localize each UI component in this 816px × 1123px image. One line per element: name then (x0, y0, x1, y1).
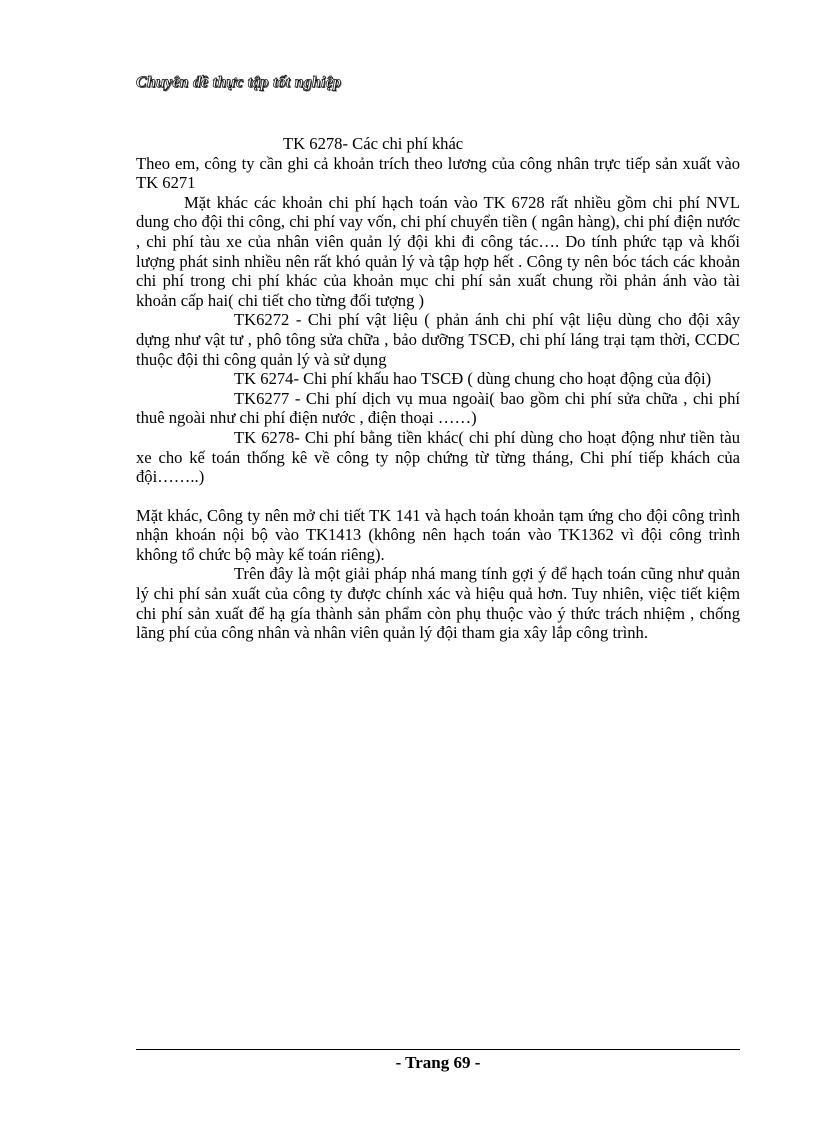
page-number: - Trang 69 - (395, 1053, 481, 1072)
body-paragraph: Mặt khác các khoản chi phí hạch toán vào TK 6728 rất nhiều gồm chi phí NVL dung cho đội thi công, chi phí vay vốn, chi phí chuyển tiền ( ngân hàng), chi phí điện nước , chi phí tàu xe của nhân viên quản lý đội khi đi công tác…. Do tính phức tạp và khối lượng phát sinh nhiều nên rất khó quản lý và tập hợp hết . Công ty nên bóc tách các khoản chi phí trong chi phí khác của khoản mục chi phí sản xuất chung rồi phản ánh vào tài khoản cấp hai( chi tiết cho từng đối tượng ) (136, 192, 740, 310)
paragraph-spacer (136, 487, 740, 506)
account-item-tk6277: TK6277 - Chi phí dịch vụ mua ngoài( bao gồm chi phí sửa chữa , chi phí thuê ngoài như chi phí điện nước , điện thoại ……) (136, 388, 740, 428)
section-heading: TK 6278- Các chi phí khác (283, 134, 464, 153)
account-item-tk6274: TK 6274- Chi phí khấu hao TSCĐ ( dùng chung cho hoạt động của đội) (234, 369, 712, 389)
account-item-tk6272: TK6272 - Chi phí vật liệu ( phản ánh chi phí vật liệu dùng cho đội xây dựng như vật tư , phô tông sửa chữa , bảo dưỡng TSCĐ, chi phí láng trại tạm thời, CCDC thuộc đội thi công quản lý và sử dụng (136, 310, 740, 369)
body-paragraph: Theo em, công ty cần ghi cả khoản trích theo lương của công nhân trực tiếp sản xuất vào TK 6271 (136, 153, 740, 193)
body-paragraph: Mặt khác, Công ty nên mở chi tiết TK 141 và hạch toán khoản tạm ứng cho đội công trình nhận khoán nội bộ vào TK1413 (không nên hạch toán vào TK1362 vì đội công trình không tổ chức bộ mày kế toán riêng). (136, 505, 740, 564)
document-body (136, 134, 740, 643)
document-header-title: Chuyên đề thực tập tốt nghiệp (136, 74, 342, 91)
footer-divider (136, 1049, 740, 1050)
account-item-tk6278: TK 6278- Chi phí bằng tiền khác( chi phí dùng cho hoạt động như tiền tàu xe cho kế toán thống kê về công ty nộp chứng từ từng tháng, Chi phí tiếp khách của đội……..) (136, 427, 740, 487)
body-paragraph: Trên đây là một giải pháp nhá mang tính gợi ý để hạch toán cũng như quản lý chi phí sản xuất của công ty được chính xác và hiệu quả hơn. Tuy nhiên, việc tiết kiệm chi phí sản xuất để hạ gía thành sản phẩm còn phụ thuộc vào ý thức trách nhiệm , chống lãng phí của công nhân và nhân viên quản lý đội tham gia xây lắp công trình. (136, 564, 740, 643)
